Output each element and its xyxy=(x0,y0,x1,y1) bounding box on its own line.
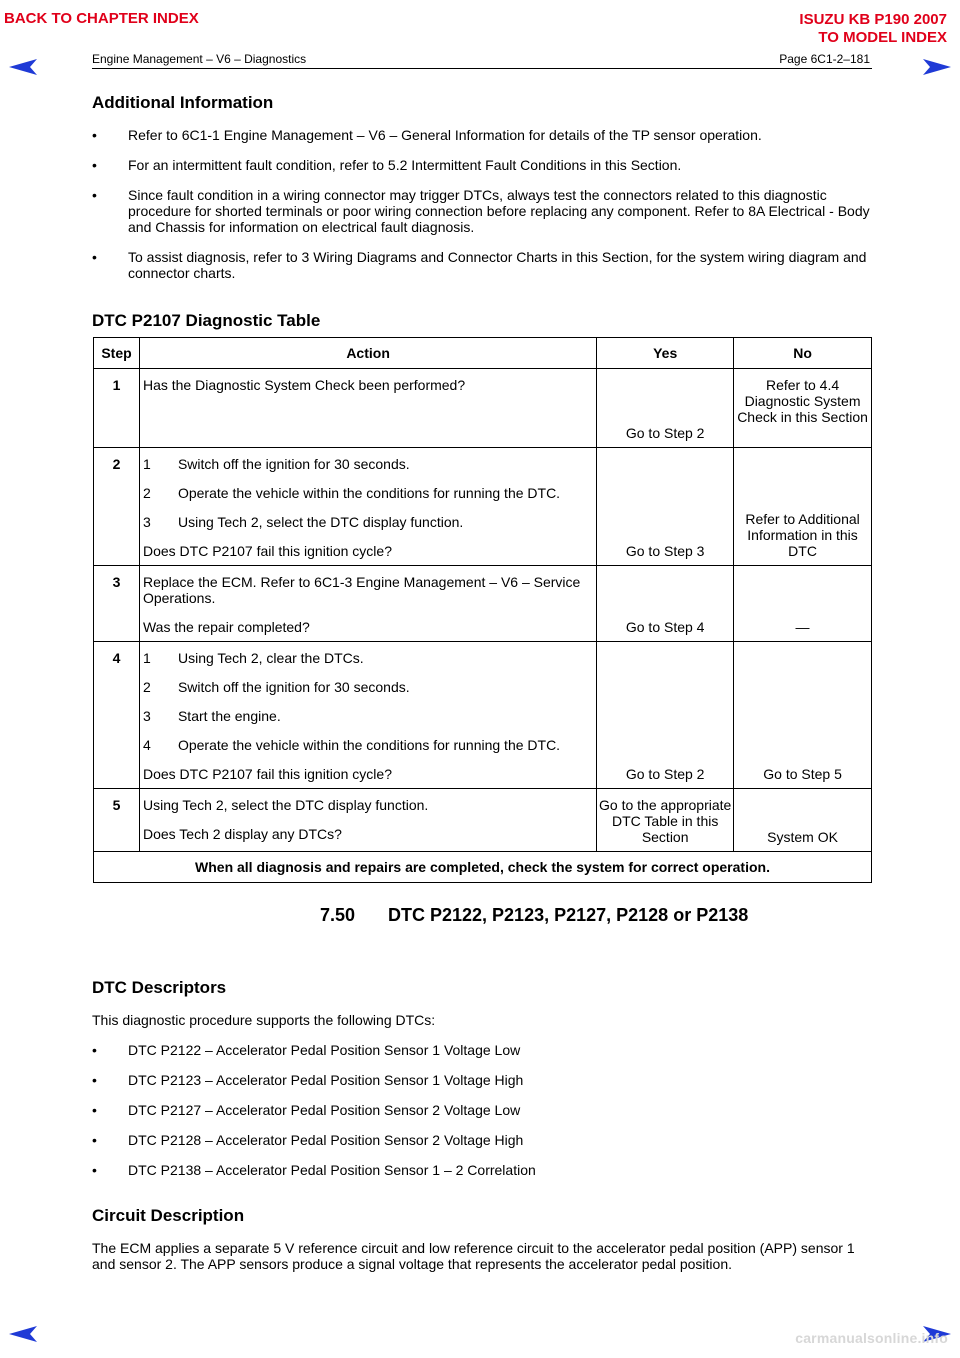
model-title-link[interactable]: ISUZU KB P190 2007 xyxy=(799,11,947,28)
list-item: • DTC P2128 – Accelerator Pedal Position Sensor 2 Voltage High xyxy=(92,1132,524,1148)
list-item: • For an intermittent fault condition, refer to 5.2 Intermittent Fault Conditions in this Section. xyxy=(92,157,682,173)
dtc-descriptors-heading: DTC Descriptors xyxy=(92,978,227,997)
bullet-dot-icon: • xyxy=(92,1072,97,1088)
running-header-page: Page 6C1-2–181 xyxy=(779,52,870,66)
step-number: 3 xyxy=(94,566,140,642)
dtc-descriptors-list xyxy=(92,1042,872,1178)
column-header-action: Action xyxy=(139,338,596,369)
table-row xyxy=(94,369,872,448)
watermark-logo: carmanualsonline.info xyxy=(795,1330,948,1346)
yes-cell: Go to Step 3 xyxy=(597,448,734,566)
action-cell: Replace the ECM. Refer to 6C1-3 Engine Management – V6 – Service Operations. Was the repair completed? xyxy=(139,566,596,642)
list-item: • DTC P2122 – Accelerator Pedal Position Sensor 1 Voltage Low xyxy=(92,1042,521,1058)
step-number: 1 xyxy=(94,369,140,448)
back-to-chapter-index-link[interactable]: BACK TO CHAPTER INDEX xyxy=(4,10,199,27)
list-item: • DTC P2127 – Accelerator Pedal Position Sensor 2 Voltage Low xyxy=(92,1102,521,1118)
step-number: 2 xyxy=(94,448,140,566)
additional-info-list xyxy=(92,127,872,281)
table-row xyxy=(94,448,872,566)
yes-cell: Go to Step 2 xyxy=(597,642,734,789)
bullet-dot-icon: • xyxy=(92,157,97,173)
table-row xyxy=(94,642,872,789)
yes-cell: Go to Step 2 xyxy=(597,369,734,448)
running-header-title: Engine Management – V6 – Diagnostics xyxy=(92,52,307,66)
bullet-dot-icon: • xyxy=(92,1162,97,1178)
additional-info-heading: Additional Information xyxy=(92,93,274,112)
action-cell: 1 Using Tech 2, clear the DTCs. 2 Switch off the ignition for 30 seconds. 3 Start the engine. 4 Operate the vehicle within the conditions for running the DTC. Does DTC P2107 fail this ignition cycle? xyxy=(139,642,596,789)
no-cell: Refer to 4.4 Diagnostic System Check in this Section xyxy=(734,369,872,448)
model-index-link[interactable]: TO MODEL INDEX xyxy=(818,29,947,46)
section-title: DTC P2122, P2123, P2127, P2128 or P2138 xyxy=(388,905,749,925)
dtc-descriptors-intro: This diagnostic procedure supports the following DTCs: xyxy=(92,1012,436,1028)
bullet-dot-icon: • xyxy=(92,1132,97,1148)
bullet-dot-icon: • xyxy=(92,127,97,143)
table-footer-row xyxy=(94,852,872,883)
next-page-arrow-icon[interactable] xyxy=(922,58,952,76)
yes-cell: Go to the appropriate DTC Table in this Section xyxy=(597,789,734,852)
table-row xyxy=(94,789,872,852)
action-cell: Has the Diagnostic System Check been performed? xyxy=(139,369,596,448)
circuit-description-heading: Circuit Description xyxy=(92,1206,245,1225)
action-cell: 1 Switch off the ignition for 30 seconds. 2 Operate the vehicle within the conditions for running the DTC. 3 Using Tech 2, select the DTC display function. Does DTC P2107 fail this ignition cycle? xyxy=(139,448,596,566)
bullet-dot-icon: • xyxy=(92,1102,97,1118)
list-item: • To assist diagnosis, refer to 3 Wiring Diagrams and Connector Charts in this Section, for the system wiring diagram and connector charts. xyxy=(92,249,867,281)
list-item: • Since fault condition in a wiring connector may trigger DTCs, always test the connectors related to this diagnostic procedure for shorted terminals or poor wiring connection before replacing any component. Refer to 8A Electrical - Body and Chassis for information on electrical fault diagnosis. xyxy=(92,187,870,235)
no-cell: — xyxy=(734,566,872,642)
list-item: • DTC P2123 – Accelerator Pedal Position Sensor 1 Voltage High xyxy=(92,1072,524,1088)
table-footer-note: When all diagnosis and repairs are completed, check the system for correct operation. xyxy=(94,852,872,883)
column-header-step: Step xyxy=(94,338,140,369)
bullet-dot-icon: • xyxy=(92,249,97,265)
step-number: 5 xyxy=(94,789,140,852)
circuit-description-text: The ECM applies a separate 5 V reference circuit and low reference circuit to the accelerator pedal position (APP) sensor 1 and sensor 2. The APP sensors produce a signal voltage that represents the accelerator pedal position. xyxy=(92,1240,855,1272)
prev-page-arrow-bottom-icon[interactable] xyxy=(8,1325,38,1343)
yes-cell: Go to Step 4 xyxy=(597,566,734,642)
bullet-dot-icon: • xyxy=(92,1042,97,1058)
list-item: • DTC P2138 – Accelerator Pedal Position Sensor 1 – 2 Correlation xyxy=(92,1162,536,1178)
column-header-yes: Yes xyxy=(597,338,734,369)
no-cell: Refer to Additional Information in this DTC xyxy=(734,448,872,566)
header-divider xyxy=(92,68,872,69)
list-item: • Refer to 6C1-1 Engine Management – V6 – General Information for details of the TP sensor operation. xyxy=(92,127,762,143)
table-row xyxy=(94,566,872,642)
section-number: 7.50 xyxy=(320,905,356,925)
action-cell: Using Tech 2, select the DTC display function. Does Tech 2 display any DTCs? xyxy=(139,789,596,852)
column-header-no: No xyxy=(734,338,872,369)
prev-page-arrow-icon[interactable] xyxy=(8,58,38,76)
bullet-dot-icon: • xyxy=(92,187,97,203)
diagnostic-table xyxy=(93,337,872,883)
no-cell: System OK xyxy=(734,789,872,852)
no-cell: Go to Step 5 xyxy=(734,642,872,789)
diagnostic-table-heading: DTC P2107 Diagnostic Table xyxy=(92,311,321,330)
step-number: 4 xyxy=(94,642,140,789)
table-header-row xyxy=(94,338,872,369)
